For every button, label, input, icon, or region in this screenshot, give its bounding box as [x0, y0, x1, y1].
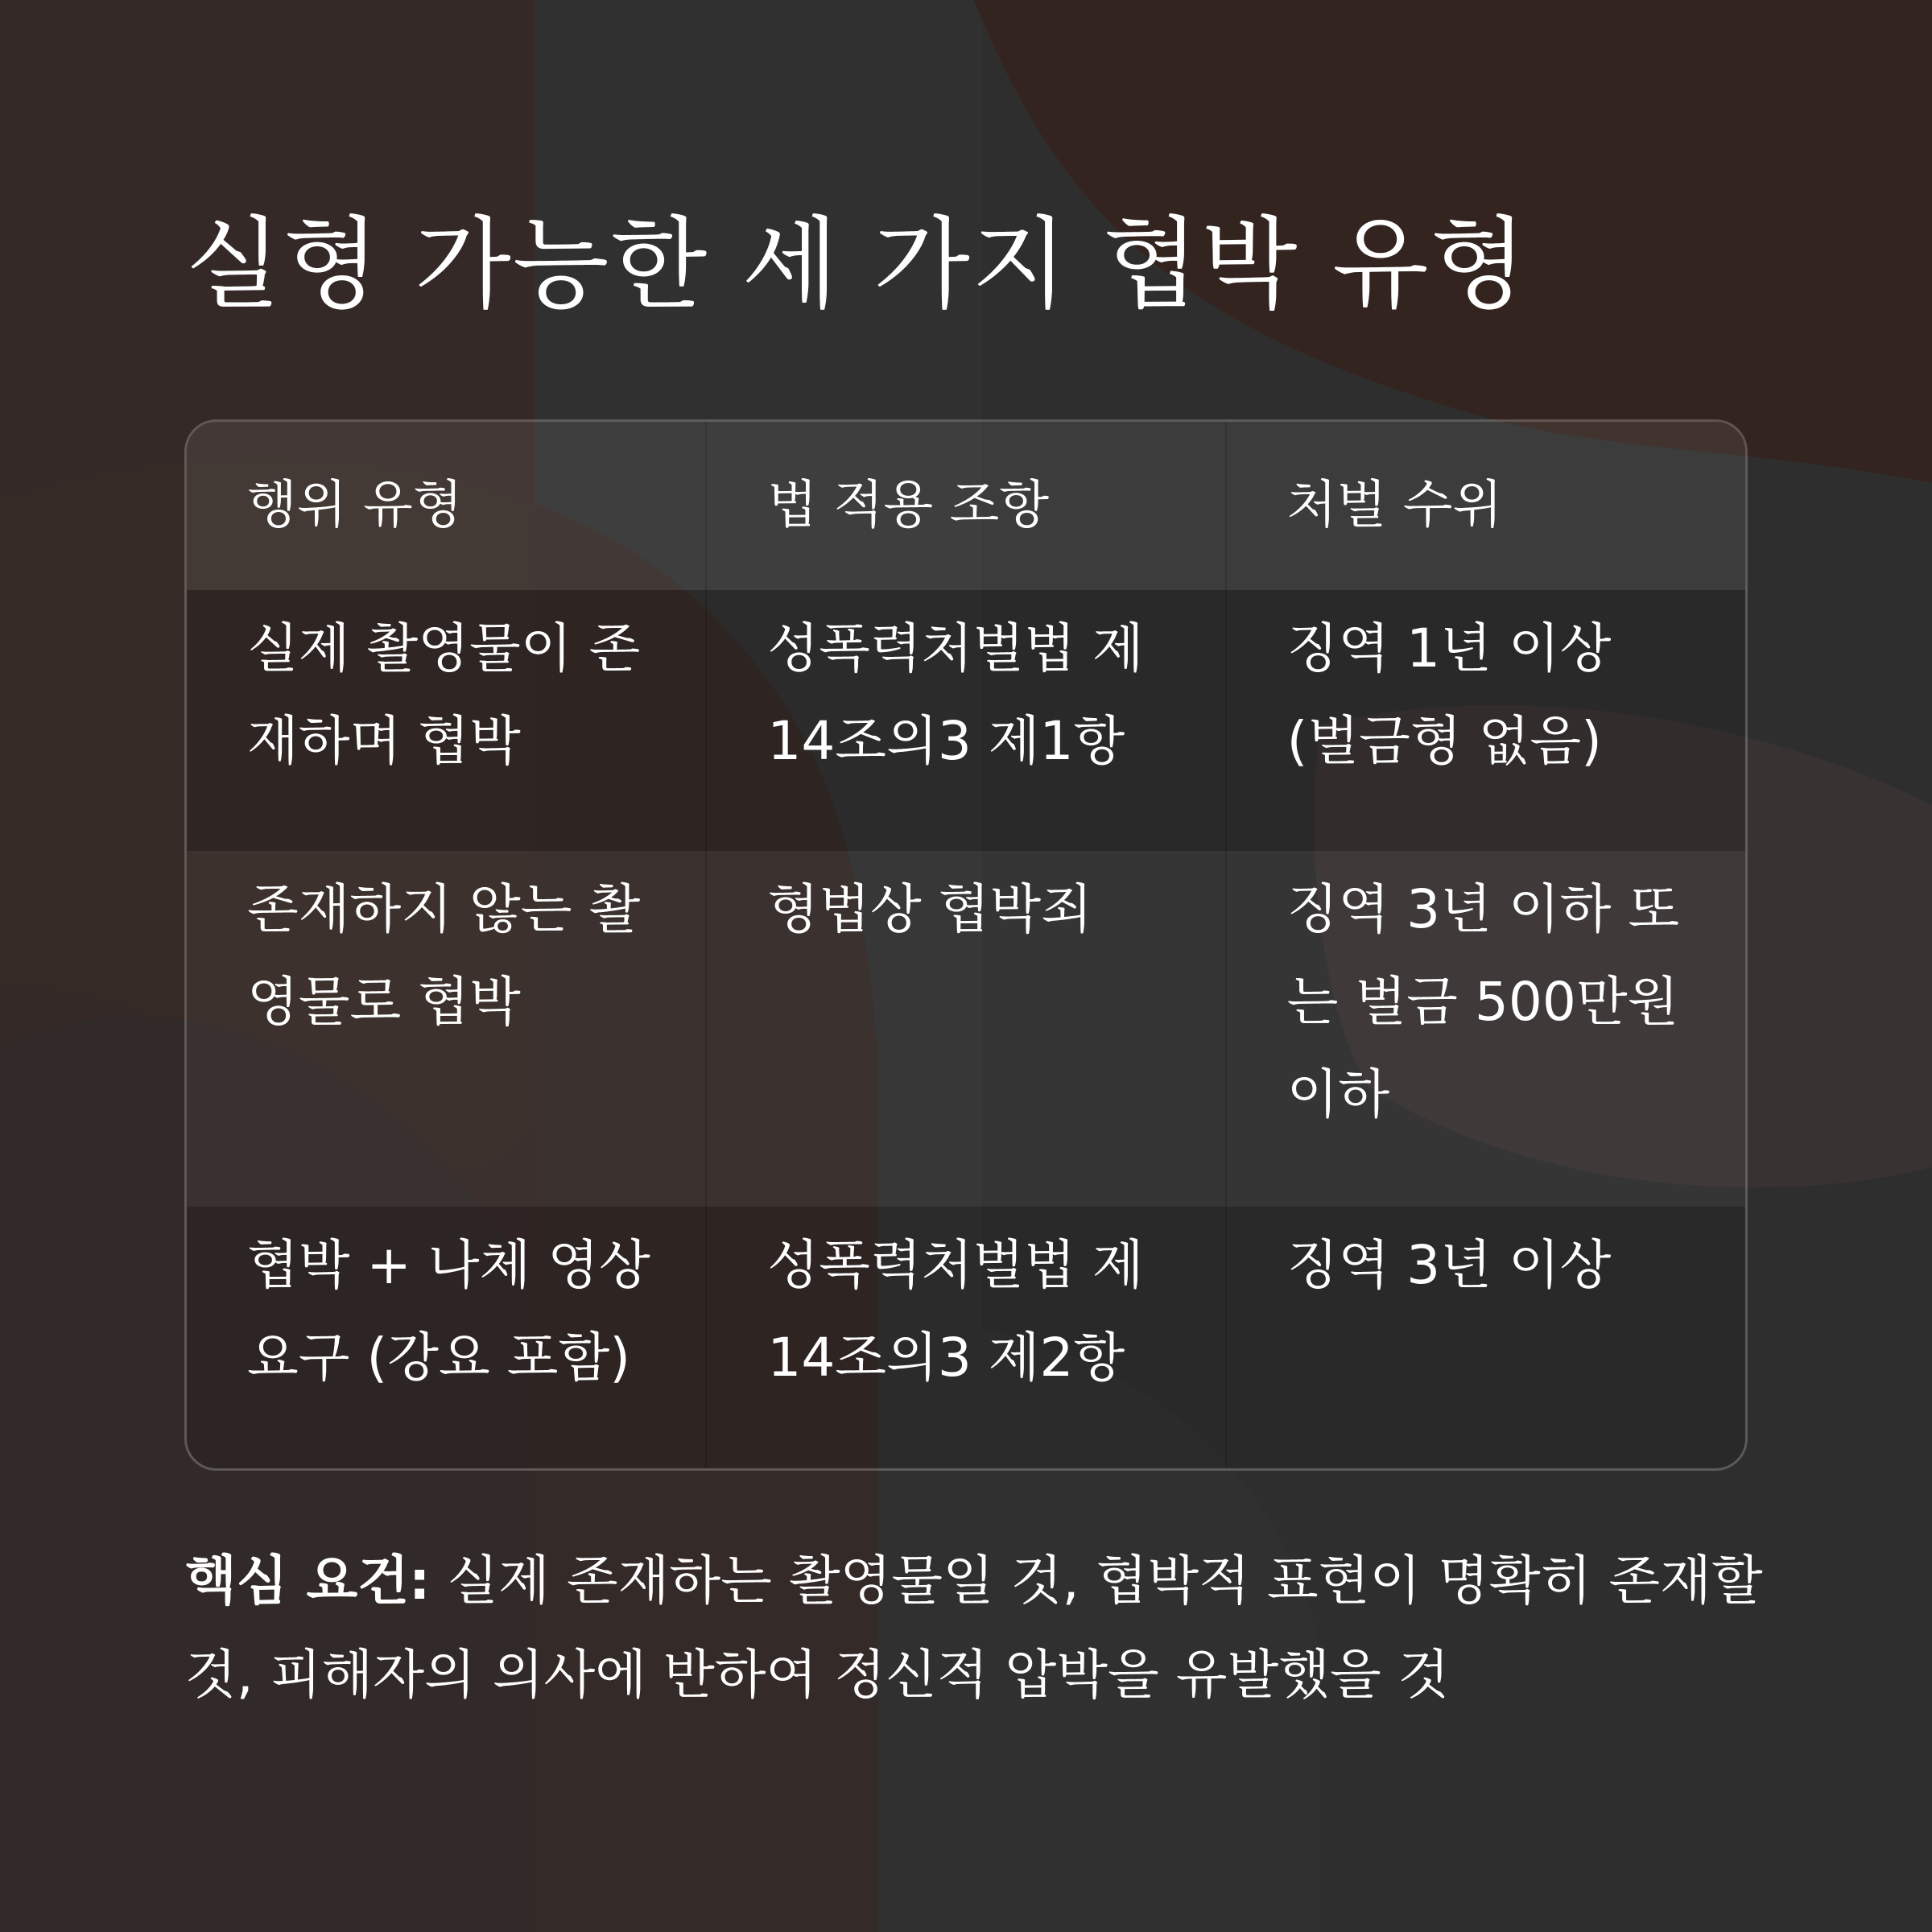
cell-law-provision: 형법상 협박죄 — [706, 851, 1225, 1207]
column-header-penalty: 처벌 수위 — [1226, 422, 1745, 590]
table-row — [187, 851, 1745, 1207]
cell-law-provision: 성폭력처벌법 제14조의3 제2항 — [706, 1207, 1225, 1471]
column-header-law-provision: 법 적용 조항 — [706, 422, 1225, 590]
cell-act-type: 존재하지 않는 촬영물로 협박 — [187, 851, 706, 1207]
column-header-act-type: 행위 유형 — [187, 422, 706, 590]
key-requirements-note — [185, 1534, 1763, 1722]
page-title: 실형 가능한 세 가지 협박 유형 — [185, 207, 1529, 323]
threat-types-table — [184, 419, 1748, 1471]
cell-penalty: 징역 3년 이하 또는 벌금 500만원 이하 — [1226, 851, 1745, 1207]
table-header-row — [187, 422, 1745, 590]
cell-penalty: 징역 1년 이상 (벌금형 없음) — [1226, 590, 1745, 851]
table-row — [187, 590, 1745, 851]
table-row — [187, 1207, 1745, 1471]
note-label: 핵심 요건: — [185, 1550, 431, 1612]
note-text: 실제 존재하는 촬영물일 것, 협박적 표현이 명확히 존재할 것, 피해자의 의사에 반하여 정신적 압박을 유발했을 것 — [185, 1550, 1763, 1706]
cell-act-type: 협박 + 나체 영상 요구 (강요 포함) — [187, 1207, 706, 1471]
cell-penalty: 징역 3년 이상 — [1226, 1207, 1745, 1471]
cell-act-type: 실제 촬영물이 존재하며 협박 — [187, 590, 706, 851]
cell-law-provision: 성폭력처벌법 제14조의3 제1항 — [706, 590, 1225, 851]
